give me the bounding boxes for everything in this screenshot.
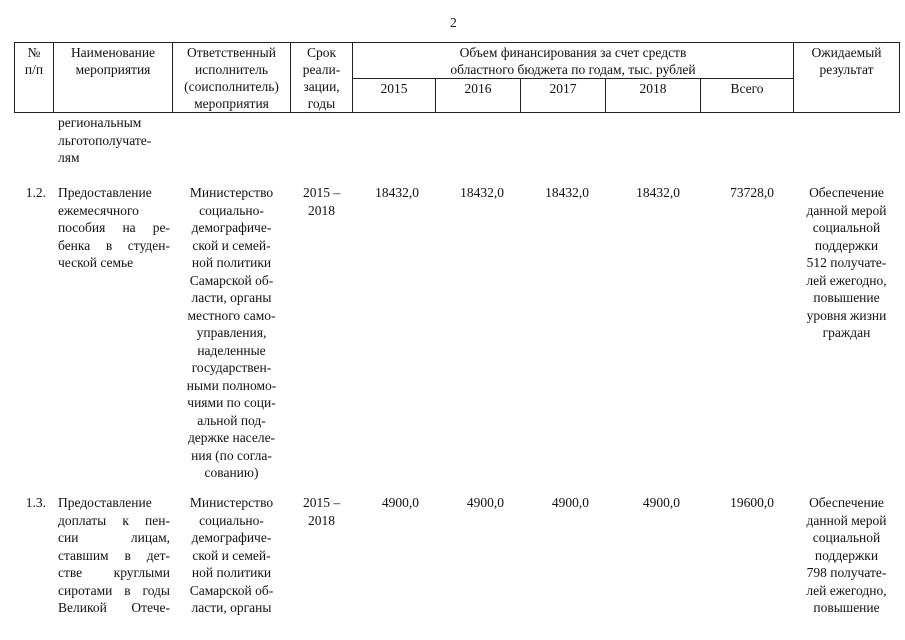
row-executor-line: ными полномо-	[186, 377, 277, 393]
row-result	[794, 184, 899, 342]
continuation-line: региональным	[58, 115, 142, 130]
row-result-line: поддержки	[814, 547, 879, 563]
row-name-line: сиротами в годы	[58, 582, 170, 598]
row-name	[58, 494, 170, 617]
row-result-line: повышение	[813, 290, 880, 305]
row-executor-line: ской и семей-	[192, 547, 271, 563]
row-value-2016: 18432,0	[460, 185, 504, 200]
row-result-line: уровня жизни	[806, 307, 887, 323]
row-name-line: ежемесячного	[58, 202, 139, 218]
row-result-line: Обеспечение	[809, 495, 884, 510]
row-value-total: 73728,0	[730, 185, 774, 200]
row-result-line: данной мерой	[806, 512, 887, 528]
row-executor	[173, 494, 290, 617]
header-term	[291, 44, 352, 112]
header-executor-line: мероприятия	[194, 96, 269, 111]
row-value-2016: 4900,0	[466, 495, 504, 510]
row-executor-line: чиями по соци-	[187, 395, 276, 410]
header-total: Всего	[730, 81, 764, 96]
row-executor	[173, 184, 290, 482]
row-name-line: ставшим в дет-	[58, 547, 170, 563]
continuation-line: льготополучате-	[58, 132, 152, 148]
row-executor-line: ласти, органы	[191, 600, 272, 615]
row-name-line: пособия на ре-	[58, 220, 170, 235]
continuation-line: лям	[58, 150, 80, 165]
page-number: 2	[450, 15, 457, 30]
row-name-line: бенка в студен-	[58, 237, 170, 253]
header-result-line: Ожидаемый	[811, 45, 882, 60]
header-top-border	[14, 42, 900, 43]
row-value-2018: 4900,0	[642, 495, 680, 510]
header-num-line: №	[27, 45, 41, 60]
row-result-line: 798 получате-	[806, 565, 887, 580]
row-value-total: 19600,0	[730, 495, 774, 510]
header-result-line: результат	[819, 62, 874, 77]
row-executor-line: социально-	[199, 512, 264, 528]
header-funding-line: областного бюджета по годам, тыс. рублей	[450, 62, 696, 77]
row-executor-line: Самарской об-	[189, 582, 274, 598]
header-bottom-border	[14, 112, 900, 113]
header-term-line: зации,	[303, 79, 340, 94]
row-executor-line: социально-	[199, 202, 264, 218]
header-year-2016: 2016	[464, 81, 492, 96]
row-result-line: социальной	[812, 220, 881, 235]
row-result-line: 512 получате-	[806, 255, 887, 270]
row-result-line: лей ежегодно,	[806, 582, 887, 598]
header-funding-line: Объем финансирования за счет средств	[459, 45, 687, 60]
col-divider	[899, 42, 900, 113]
row-executor-line: ласти, органы	[191, 290, 272, 305]
row-executor-line: наделенные	[197, 342, 266, 358]
row-term-line: 2018	[308, 512, 335, 528]
header-name-line: Наименование	[70, 45, 156, 60]
row-executor-line: управления,	[196, 325, 267, 340]
row-result-line: повышение	[813, 600, 880, 615]
row-executor-line: Министерство	[189, 185, 274, 200]
header-term-line: годы	[307, 96, 336, 111]
row-name-line: Предоставление	[58, 495, 152, 510]
row-executor-line: ной политики	[191, 565, 272, 580]
row-name-line: Великой Отече-	[58, 600, 170, 615]
header-term-line: реали-	[302, 62, 341, 77]
header-executor-line: (соисполнитель)	[184, 79, 279, 94]
row-num: 1.3.	[25, 495, 46, 510]
row-result-line: поддержки	[814, 237, 879, 253]
header-result	[794, 44, 899, 78]
row-result-line: социальной	[812, 530, 881, 545]
row-num: 1.2.	[25, 185, 46, 200]
row-result-line: лей ежегодно,	[806, 272, 887, 288]
header-term-line: Срок	[306, 45, 337, 60]
header-year-2017: 2017	[549, 81, 577, 96]
funding-subheader-border	[352, 78, 793, 79]
row-result-line: Обеспечение	[809, 185, 884, 200]
row-term	[291, 494, 352, 529]
row-value-2015: 4900,0	[381, 495, 419, 510]
header-name-line: мероприятия	[75, 62, 151, 77]
row-result-line: граждан	[822, 325, 871, 340]
row-executor-line: демографиче-	[191, 220, 272, 235]
row-result	[794, 494, 899, 617]
row-value-2015: 18432,0	[375, 185, 419, 200]
header-year-2018: 2018	[639, 81, 667, 96]
header-funding	[353, 44, 793, 78]
row-executor-line: Самарской об-	[189, 272, 274, 288]
row-executor-line: альной под-	[197, 412, 266, 428]
row-executor-line: держке населе-	[187, 430, 276, 445]
continuation-text	[58, 114, 172, 167]
row-executor-line: ния (по согла-	[191, 447, 272, 463]
row-name	[58, 184, 170, 272]
row-executor-line: ской и семей-	[192, 237, 271, 253]
header-executor	[173, 44, 290, 112]
row-value-2017: 4900,0	[551, 495, 589, 510]
header-executor-line: исполнитель	[195, 62, 268, 77]
row-term	[291, 184, 352, 219]
row-term-line: 2018	[308, 202, 335, 218]
header-num-line: п/п	[24, 62, 44, 77]
row-name-line: Предоставление	[58, 185, 152, 200]
row-term-line: 2015 –	[302, 185, 341, 200]
header-name	[54, 44, 172, 78]
row-name-line: стве круглыми	[58, 565, 170, 580]
header-num	[15, 44, 53, 78]
row-executor-line: демографиче-	[191, 530, 272, 545]
row-executor-line: сованию)	[204, 465, 259, 480]
row-result-line: данной мерой	[806, 202, 887, 218]
row-executor-line: Министерство	[189, 495, 274, 510]
row-value-2018: 18432,0	[636, 185, 680, 200]
row-executor-line: государствен-	[191, 360, 272, 375]
row-name-line: доплаты к пен-	[58, 512, 170, 528]
row-value-2017: 18432,0	[545, 185, 589, 200]
row-term-line: 2015 –	[302, 495, 341, 510]
row-executor-line: ной политики	[191, 255, 272, 270]
header-executor-line: Ответственный	[187, 45, 276, 60]
row-name-line: сии лицам,	[58, 530, 170, 545]
row-name-line: ческой семье	[58, 255, 134, 270]
row-executor-line: местного само-	[187, 307, 276, 323]
header-year-2015: 2015	[380, 81, 408, 96]
